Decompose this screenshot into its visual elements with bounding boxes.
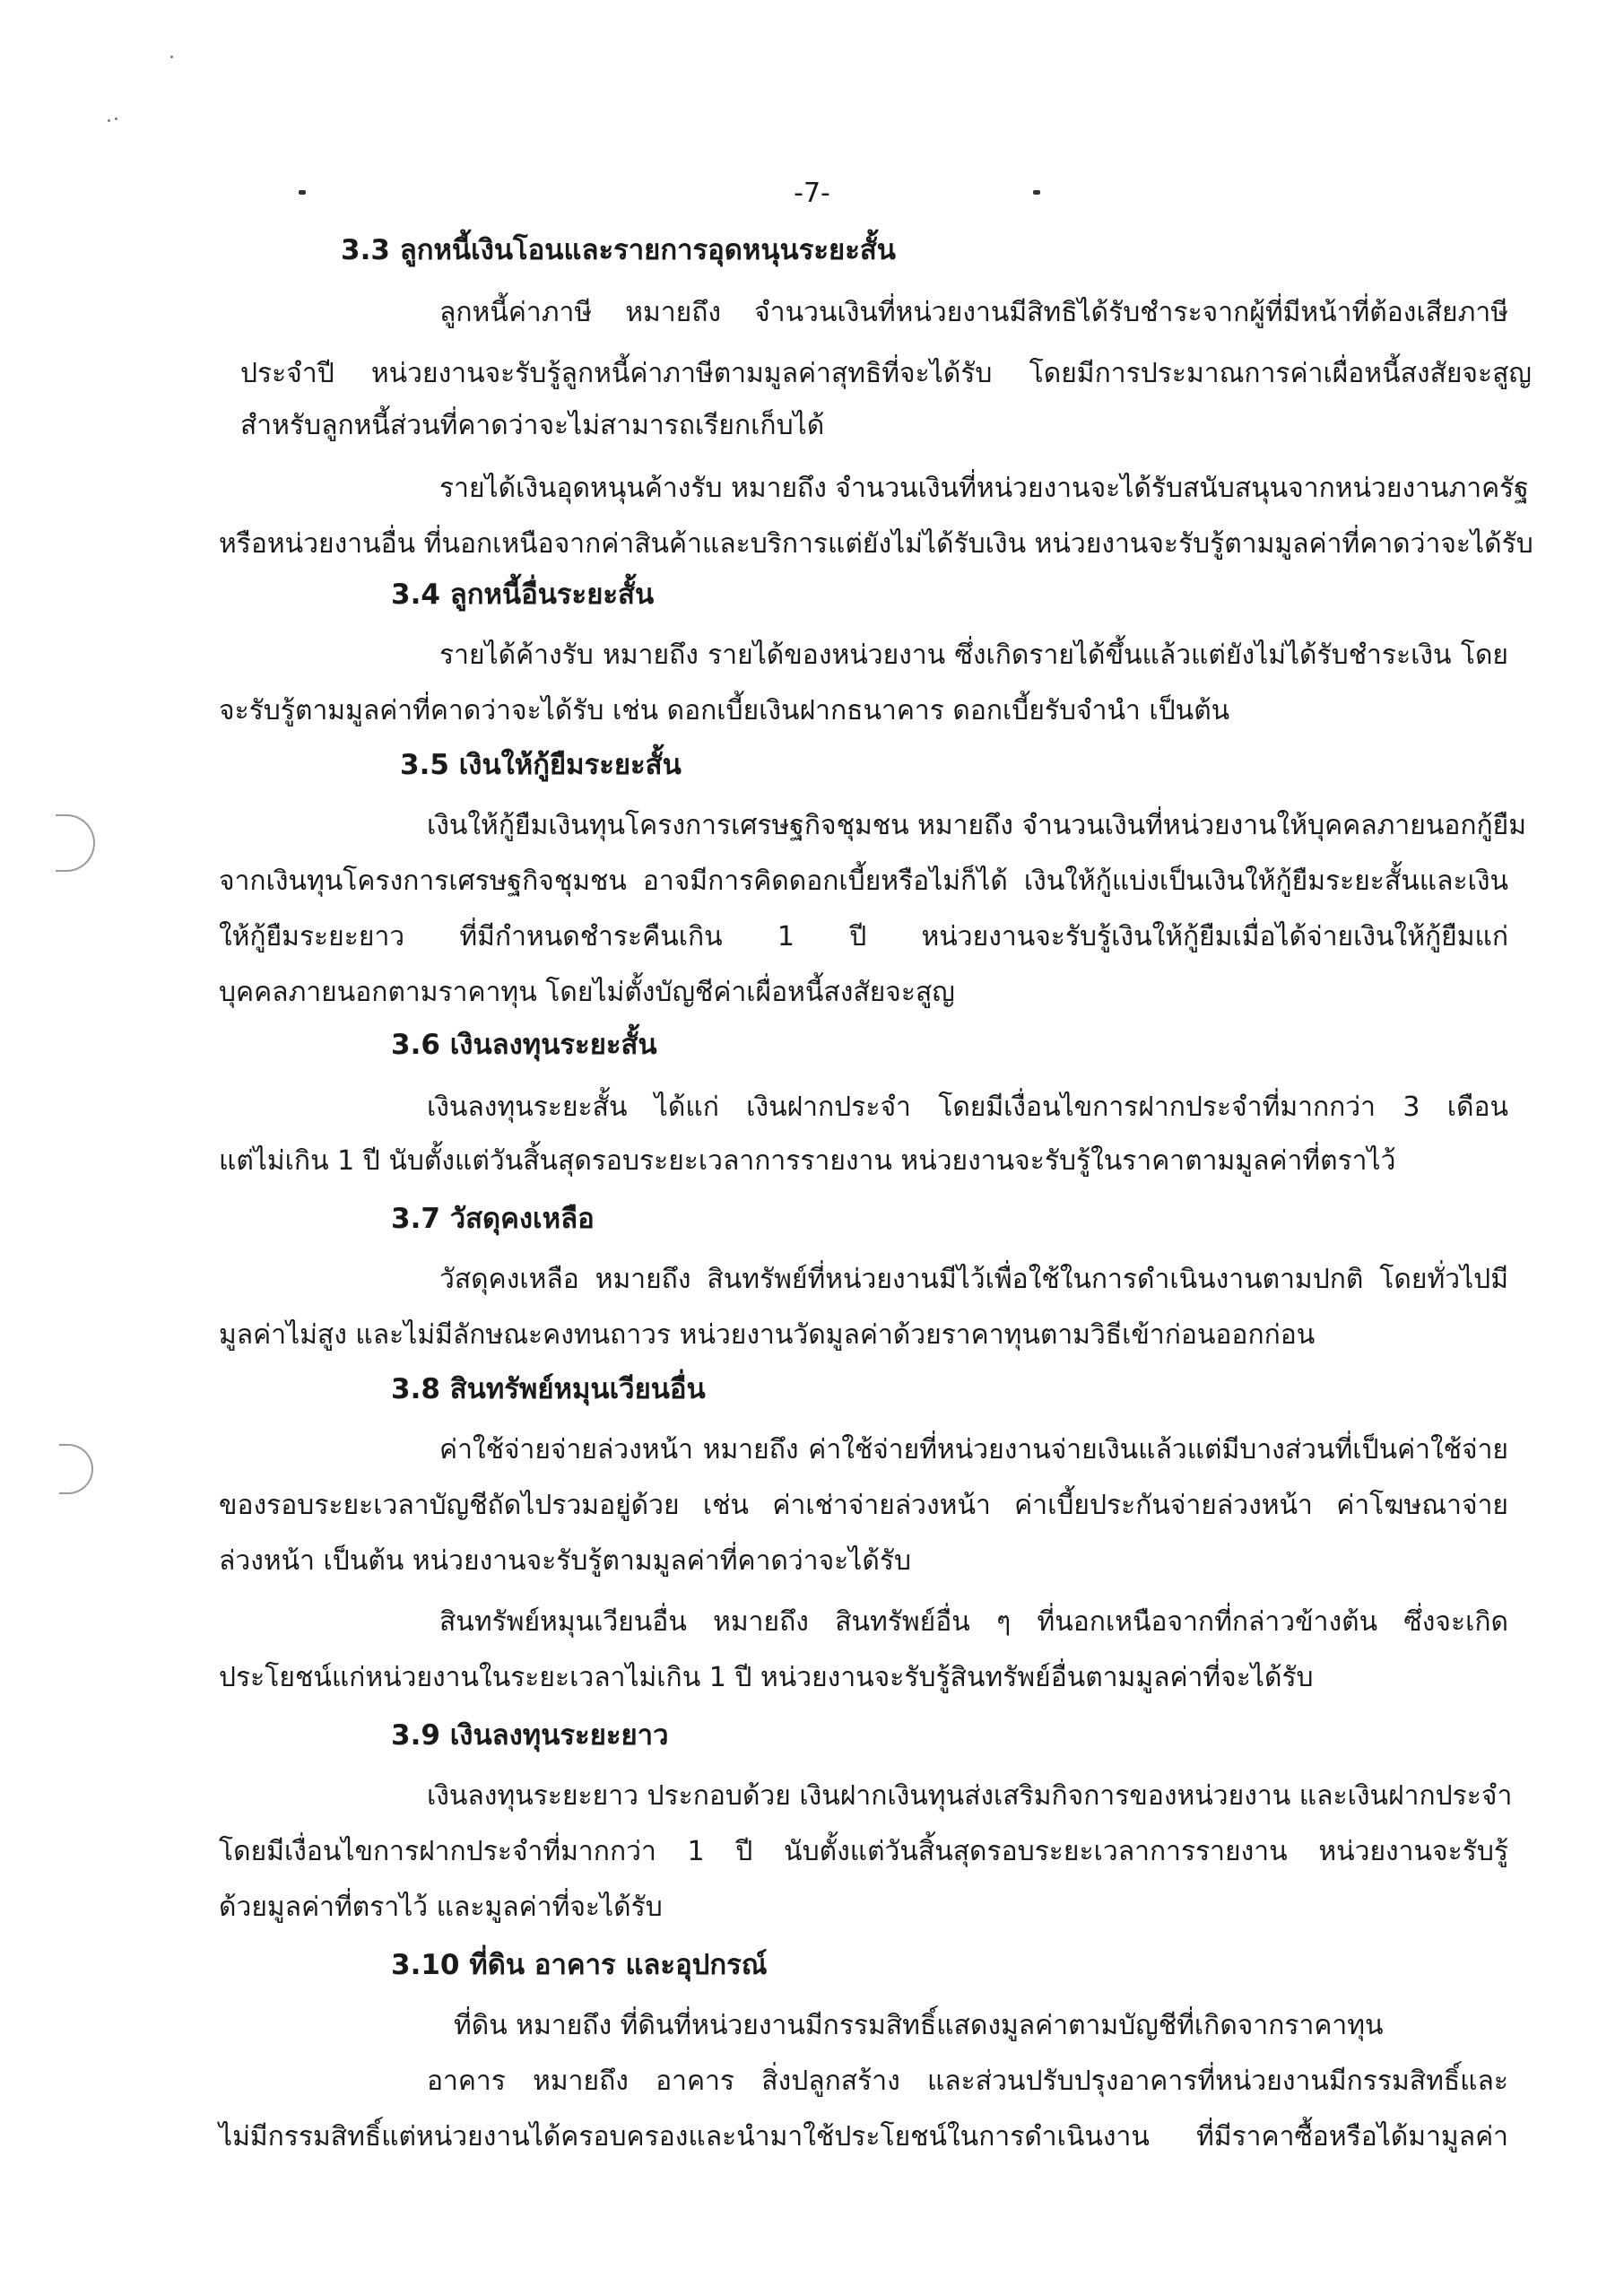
scan-speck	[170, 56, 173, 58]
section-heading: 3.6 เงินลงทุนระยะสั้น	[391, 1029, 657, 1061]
punch-hole	[56, 814, 95, 872]
body-line: ประจำปี หน่วยงานจะรับรู้ลูกหนี้ค่าภาษีตามมูลค่าสุทธิที่จะได้รับ โดยมีการประมาณการค่าเผื่อหนี้สงสัยจะสูญ	[240, 358, 1532, 389]
body-line: แต่ไม่เกิน 1 ปี นับตั้งแต่วันสิ้นสุดรอบระยะเวลาการรายงาน หน่วยงานจะรับรู้ในราคาตามมูลค่าที่ตราไว้	[219, 1145, 1396, 1177]
body-line: บุคคลภายนอกตามราคาทุน โดยไม่ตั้งบัญชีค่าเผื่อหนี้สงสัยจะสูญ	[219, 977, 955, 1008]
body-line: ลูกหนี้ค่าภาษี หมายถึง จำนวนเงินที่หน่วยงานมีสิทธิได้รับชำระจากผู้ที่มีหน้าที่ต้องเสียภาษี	[439, 297, 1508, 328]
body-line: ค่าใช้จ่ายจ่ายล่วงหน้า หมายถึง ค่าใช้จ่ายที่หน่วยงานจ่ายเงินแล้วแต่มีบางส่วนที่เป็นค่าใช้จ่าย	[439, 1434, 1508, 1465]
scan-speck	[115, 117, 117, 120]
body-line: จากเงินทุนโครงการเศรษฐกิจชุมชน อาจมีการคิดดอกเบี้ยหรือไม่ก็ได้ เงินให้กู้แบ่งเป็นเงินให้กู้ยืมระยะสั้นและเงิน	[219, 865, 1508, 897]
body-line: จะรับรู้ตามมูลค่าที่คาดว่าจะได้รับ เช่น ดอกเบี้ยเงินฝากธนาคาร ดอกเบี้ยรับจำนำ เป็นต้น	[219, 695, 1230, 726]
body-line: วัสดุคงเหลือ หมายถึง สินทรัพย์ที่หน่วยงานมีไว้เพื่อใช้ในการดำเนินงานตามปกติ โดยทั่วไปมี	[439, 1264, 1508, 1295]
page-number: -7-	[794, 178, 830, 209]
section-heading: 3.9 เงินลงทุนระยะยาว	[391, 1719, 669, 1752]
body-line: เงินให้กู้ยืมเงินทุนโครงการเศรษฐกิจชุมชน หมายถึง จำนวนเงินที่หน่วยงานให้บุคคลภายนอกกู้ยืม	[427, 810, 1527, 841]
body-line: เงินลงทุนระยะสั้น ได้แก่ เงินฝากประจำ โดยมีเงื่อนไขการฝากประจำที่มากกว่า 3 เดือน	[427, 1091, 1508, 1123]
section-heading: 3.4 ลูกหนี้อื่นระยะสั้น	[391, 578, 655, 611]
body-line: โดยมีเงื่อนไขการฝากประจำที่มากกว่า 1 ปี นับตั้งแต่วันสิ้นสุดรอบระยะเวลาการรายงาน หน่วยงานจะรับรู้	[219, 1836, 1508, 1867]
section-heading: 3.10 ที่ดิน อาคาร และอุปกรณ์	[391, 1949, 768, 1981]
section-heading: 3.8 สินทรัพย์หมุนเวียนอื่น	[391, 1373, 706, 1405]
body-line: ที่ดิน หมายถึง ที่ดินที่หน่วยงานมีกรรมสิทธิ์แสดงมูลค่าตามบัญชีที่เกิดจากราคาทุน	[454, 2010, 1384, 2041]
scan-speck	[108, 119, 110, 122]
body-line: ไม่มีกรรมสิทธิ์แต่หน่วยงานได้ครอบครองและนำมาใช้ประโยชน์ในการดำเนินงาน ที่มีราคาซื้อหรือได้มามูลค่า	[219, 2121, 1508, 2152]
punch-hole	[59, 1444, 93, 1494]
body-line: สำหรับลูกหนี้ส่วนที่คาดว่าจะไม่สามารถเรียกเก็บได้	[240, 410, 825, 441]
section-heading: 3.7 วัสดุคงเหลือ	[391, 1203, 595, 1235]
body-line: เงินลงทุนระยะยาว ประกอบด้วย เงินฝากเงินทุนส่งเสริมกิจการของหน่วยงาน และเงินฝากประจำ	[427, 1780, 1513, 1812]
body-line: มูลค่าไม่สูง และไม่มีลักษณะคงทนถาวร หน่วยงานวัดมูลค่าด้วยราคาทุนตามวิธีเข้าก่อนออกก่อน	[219, 1319, 1316, 1351]
body-line: รายได้เงินอุดหนุนค้างรับ หมายถึง จำนวนเงินที่หน่วยงานจะได้รับสนับสนุนจากหน่วยงานภาครัฐ	[439, 473, 1529, 504]
body-line: ด้วยมูลค่าที่ตราไว้ และมูลค่าที่จะได้รับ	[219, 1892, 663, 1923]
body-line: รายได้ค้างรับ หมายถึง รายได้ของหน่วยงาน ซึ่งเกิดรายได้ขึ้นแล้วแต่ยังไม่ได้รับชำระเงิน โดย	[439, 639, 1508, 671]
body-line: ประโยชน์แก่หน่วยงานในระยะเวลาไม่เกิน 1 ปี หน่วยงานจะรับรู้สินทรัพย์อื่นตามมูลค่าที่จะได้รับ	[219, 1662, 1314, 1693]
body-line: ของรอบระยะเวลาบัญชีถัดไปรวมอยู่ด้วย เช่น ค่าเช่าจ่ายล่วงหน้า ค่าเบี้ยประกันจ่ายล่วงหน้า ค่าโฆษณาจ่าย	[219, 1490, 1508, 1521]
body-line: หรือหน่วยงานอื่น ที่นอกเหนือจากค่าสินค้าและบริการแต่ยังไม่ได้รับเงิน หน่วยงานจะรับรู้ตามมูลค่าที่คาดว่าจะได้รับ	[219, 528, 1533, 560]
body-line: อาคาร หมายถึง อาคาร สิ่งปลูกสร้าง และส่วนปรับปรุงอาคารที่หน่วยงานมีกรรมสิทธิ์และ	[427, 2066, 1508, 2097]
body-line: ล่วงหน้า เป็นต้น หน่วยงานจะรับรู้ตามมูลค่าที่คาดว่าจะได้รับ	[219, 1545, 912, 1577]
body-line: ให้กู้ยืมระยะยาว ที่มีกำหนดชำระคืนเกิน 1 ปี หน่วยงานจะรับรู้เงินให้กู้ยืมเมื่อได้จ่ายเงินให้กู้ยืมแก่	[219, 921, 1508, 952]
section-heading: 3.5 เงินให้กู้ยืมระยะสั้น	[400, 749, 682, 781]
body-line: สินทรัพย์หมุนเวียนอื่น หมายถึง สินทรัพย์อื่น ๆ ที่นอกเหนือจากที่กล่าวข้างต้น ซึ่งจะเกิด	[439, 1606, 1508, 1638]
section-heading: 3.3 ลูกหนี้เงินโอนและรายการอุดหนุนระยะสั้น	[341, 234, 896, 266]
